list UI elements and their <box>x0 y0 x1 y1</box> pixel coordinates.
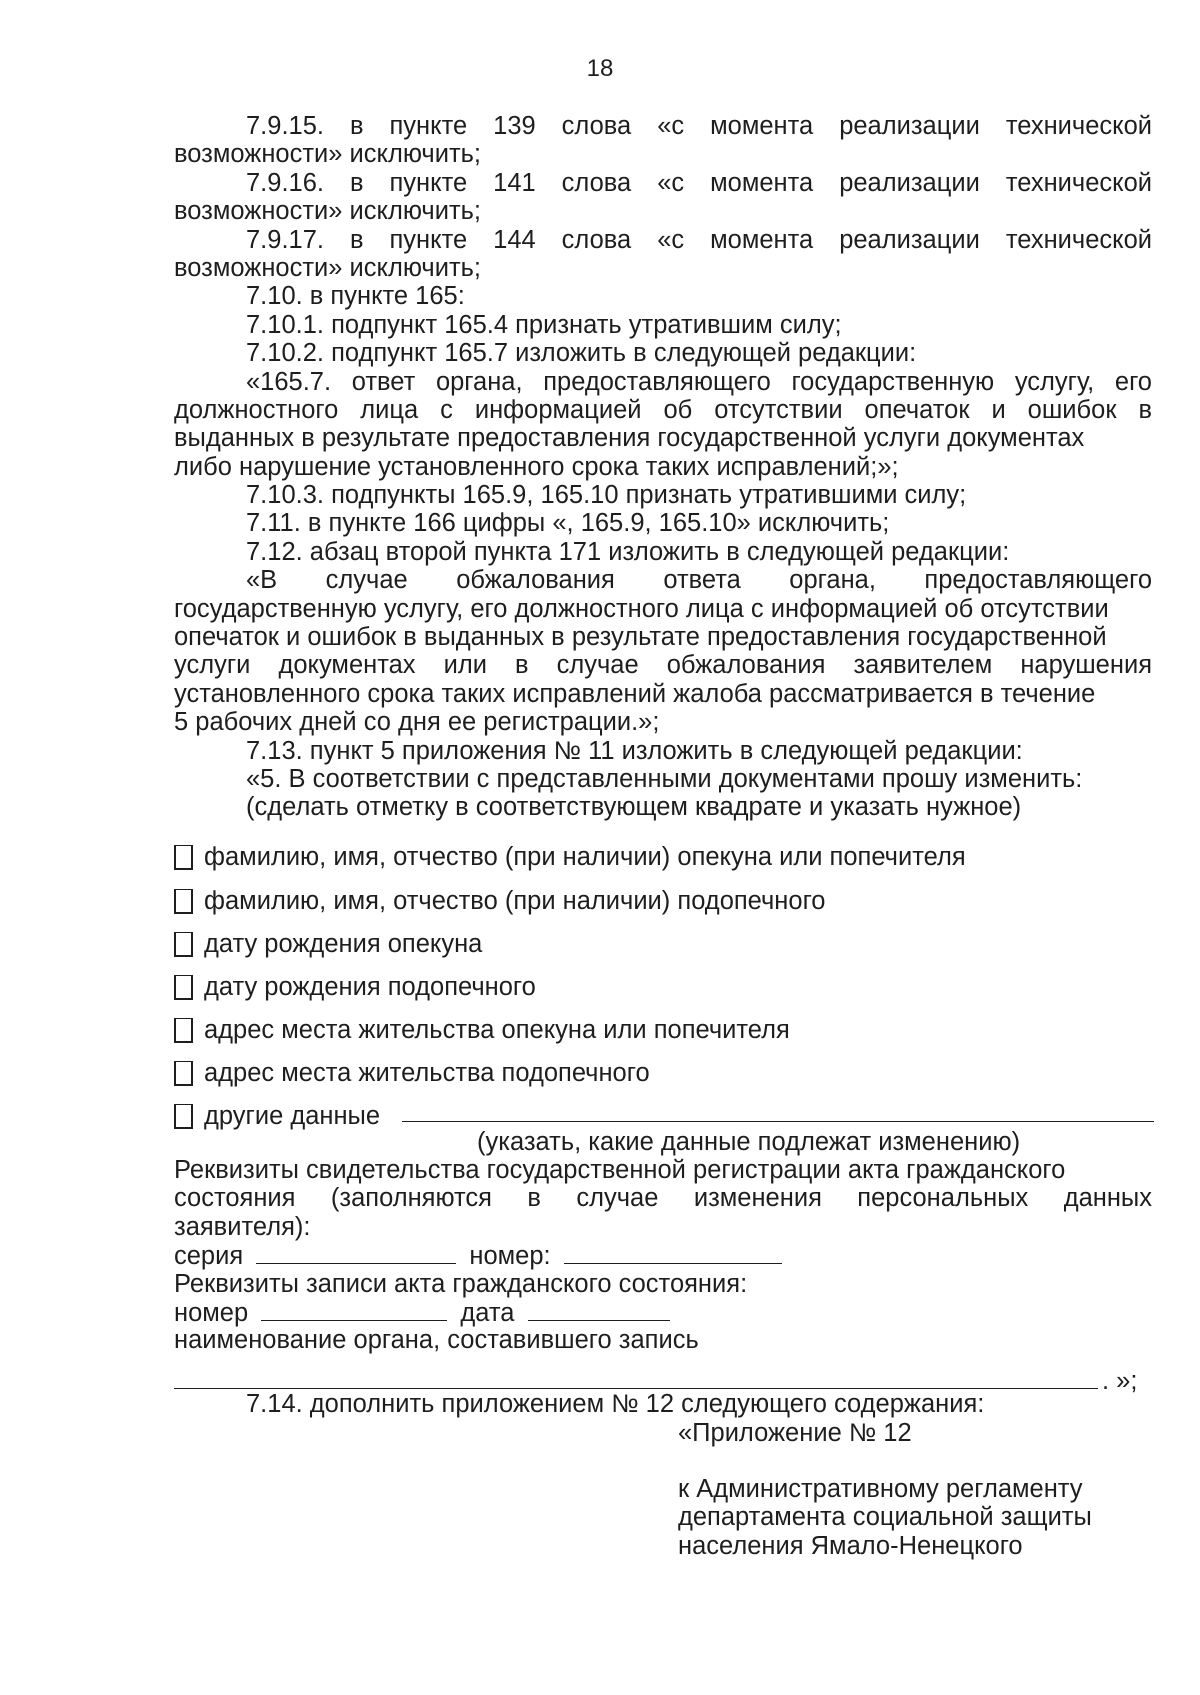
paragraph-7-10-3: 7.10.3. подпункты 165.9, 165.10 признать утратившими силу; <box>246 481 967 510</box>
annex-subtitle-line-2: департамента социальной защиты <box>678 1503 1092 1532</box>
checkbox-label: дату рождения опекуна <box>204 930 483 958</box>
checkbox[interactable] <box>174 889 193 914</box>
paragraph-7-10-1: 7.10.1. подпункт 165.4 признать утратившим силу; <box>246 310 842 339</box>
checkbox-row-ward-birthdate[interactable] <box>174 966 536 1002</box>
record-date-fill-line[interactable] <box>528 1298 670 1321</box>
quote-165-7-line-3: выданных в результате предоставления государственной услуги документах <box>174 424 1085 453</box>
checkbox-row-ward-name[interactable] <box>174 880 826 916</box>
quote-171-line-6: 5 рабочих дней со дня ее регистрации.»; <box>174 708 660 737</box>
agency-label: наименование органа, составившего запись <box>174 1326 699 1355</box>
paragraph-7-10-2: 7.10.2. подпункт 165.7 изложить в следующей редакции: <box>246 339 917 368</box>
other-data-fill-line[interactable] <box>402 1121 1154 1122</box>
quote-171-line-5: установленного срока таких исправлений жалоба рассматривается в течение <box>174 679 1096 708</box>
checkbox[interactable] <box>174 1061 193 1086</box>
quote-5-line-1: «5. В соответствии с представленными документами прошу изменить: <box>246 764 1083 793</box>
paragraph-7-9-15-line-2: возможности» исключить; <box>174 140 481 169</box>
checkbox-row-guardian-address[interactable] <box>174 1009 790 1045</box>
series-label: серия <box>174 1242 244 1271</box>
checkbox-label: фамилию, имя, отчество (при наличии) опекуна или попечителя <box>204 843 966 871</box>
checkbox-row-ward-address[interactable] <box>174 1052 650 1088</box>
paragraph-7-9-15-line-1: 7.9.15. в пункте 139 слова «с момента реализации технической <box>246 112 1152 140</box>
paragraph-7-9-17-line-2: возможности» исключить; <box>174 253 481 282</box>
quote-171-line-1: «В случае обжалования ответа органа, предоставляющего <box>246 566 1152 595</box>
paragraph-7-10: 7.10. в пункте 165: <box>246 282 465 311</box>
registration-details <box>174 1156 1152 1355</box>
certificate-heading-line-3: заявителя): <box>174 1212 311 1241</box>
checkbox-label: адрес места жительства подопечного <box>204 1059 650 1087</box>
record-number-fill-line[interactable] <box>261 1298 447 1321</box>
checkbox-label: фамилию, имя, отчество (при наличии) подопечного <box>204 887 826 915</box>
checkbox-row-other-data[interactable] <box>174 1095 380 1131</box>
paragraph-7-14: 7.14. дополнить приложением № 12 следующего содержания: <box>246 1390 985 1418</box>
amendments-text <box>174 112 1152 822</box>
quote-171-line-3: опечаток и ошибок в выданных в результате предоставления государственной <box>174 623 1107 652</box>
annex-subtitle <box>678 1475 1092 1560</box>
checkbox-row-guardian-birthdate[interactable] <box>174 923 482 959</box>
quote-171-line-2: государственную услугу, его должностного лица с информацией об отсутствии <box>174 594 1109 623</box>
quote-165-7-line-1: «165.7. ответ органа, предоставляющего государственную услугу, его <box>246 367 1152 396</box>
checkbox-row-guardian-name[interactable] <box>174 836 966 872</box>
other-data-hint: (указать, какие данные подлежат изменению) <box>477 1128 1021 1156</box>
series-fill-line[interactable] <box>256 1241 456 1264</box>
checkbox-label: дату рождения подопечного <box>204 973 536 1001</box>
record-number-label: номер <box>174 1298 249 1327</box>
certificate-heading-line-1: Реквизиты свидетельства государственной регистрации акта гражданского <box>174 1156 1066 1184</box>
paragraph-7-9-16-line-2: возможности» исключить; <box>174 197 481 226</box>
paragraph-7-13: 7.13. пункт 5 приложения № 11 изложить в следующей редакции: <box>246 736 1023 765</box>
annex-subtitle-line-1: к Административному регламенту <box>678 1475 1083 1503</box>
annex-title: «Приложение № 12 <box>678 1419 912 1447</box>
record-date-label: дата <box>460 1298 515 1327</box>
paragraph-7-9-17-line-1: 7.9.17. в пункте 144 слова «с момента реализации технической <box>246 225 1152 254</box>
paragraph-7-9-16-line-1: 7.9.16. в пункте 141 слова «с момента реализации технической <box>246 168 1152 197</box>
quote-closing: . »; <box>1102 1367 1138 1395</box>
annex-subtitle-line-3: населения Ямало-Ненецкого <box>678 1531 1023 1560</box>
checkbox-label: другие данные <box>204 1102 381 1130</box>
quote-5-line-2: (сделать отметку в соответствующем квадрате и указать нужное) <box>246 793 1022 822</box>
checkbox[interactable] <box>174 845 193 870</box>
certificate-heading-line-2: состояния (заполняются в случае изменения персональных данных <box>174 1184 1152 1213</box>
checkbox[interactable] <box>174 1018 193 1043</box>
certificate-fields <box>174 1241 1152 1269</box>
record-heading: Реквизиты записи акта гражданского состояния: <box>174 1269 748 1298</box>
page-number: 18 <box>586 55 614 82</box>
record-fields <box>174 1298 1152 1326</box>
certificate-number-label: номер: <box>469 1242 551 1271</box>
checkbox[interactable] <box>174 1104 193 1129</box>
checkbox[interactable] <box>174 932 193 957</box>
checkbox[interactable] <box>174 975 193 1000</box>
paragraph-7-11: 7.11. в пункте 166 цифры «, 165.9, 165.10» исключить; <box>246 509 890 538</box>
paragraph-7-12: 7.12. абзац второй пункта 171 изложить в следующей редакции: <box>246 537 1010 566</box>
checkbox-label: адрес места жительства опекуна или попечителя <box>204 1016 790 1044</box>
quote-171-line-4: услуги документах или в случае обжалования заявителем нарушения <box>174 651 1152 680</box>
quote-165-7-line-4: либо нарушение установленного срока таких исправлений;»; <box>174 452 899 481</box>
certificate-number-fill-line[interactable] <box>564 1241 782 1264</box>
quote-165-7-line-2: должностного лица с информацией об отсутствии опечаток и ошибок в <box>174 395 1152 424</box>
